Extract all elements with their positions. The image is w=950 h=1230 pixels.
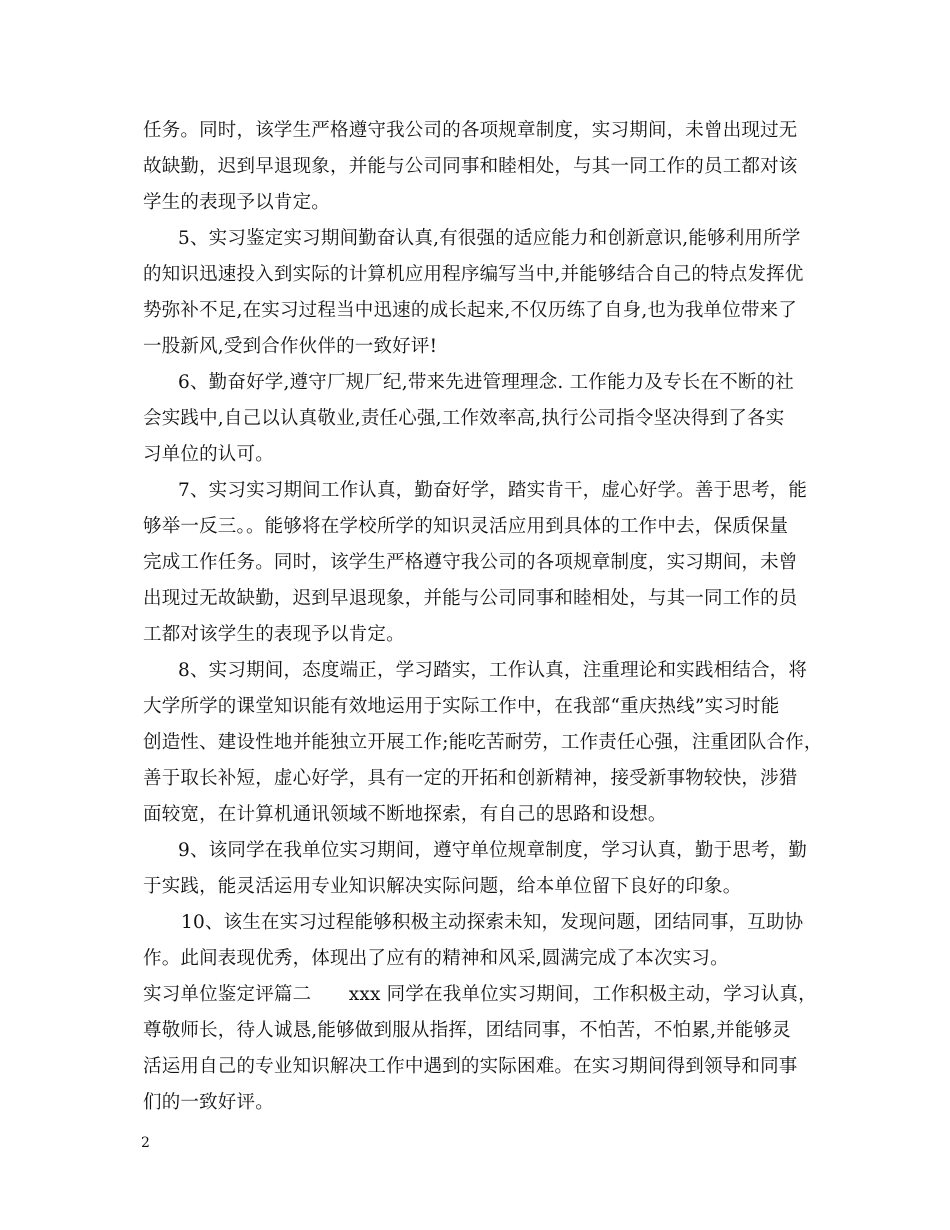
text-line: 9、该同学在我单位实习期间，遵守单位规章制度，学习认真，勤于思考，勤 xyxy=(178,840,808,861)
text-line: 们的一致好评。 xyxy=(143,1092,274,1113)
text-line: 会实践中,自己以认真敬业,责任心强,工作效率高,执行公司指令坚决得到了各实 xyxy=(143,408,785,429)
text-line: 10、该生在实习过程能够积极主动探索未知，发现问题，团结同事，互助协 xyxy=(181,912,804,933)
text-line: 工都对该学生的表现予以肯定。 xyxy=(143,624,405,645)
text-line: 的知识迅速投入到实际的计算机应用程序编写当中,并能够结合自己的特点发挥优 xyxy=(143,264,804,285)
text-line: 5、实习鉴定实习期间勤奋认真,有很强的适应能力和创新意识,能够利用所学 xyxy=(178,228,801,249)
text-line: 善于取长补短，虚心好学，具有一定的开拓和创新精神，接受新事物较快，涉猎 xyxy=(143,768,798,789)
text-line: 任务。同时，该学生严格遵守我公司的各项规章制度，实习期间，未曾出现过无 xyxy=(143,120,798,141)
text-line: 一股新风,受到合作伙伴的一致好评! xyxy=(143,336,438,357)
text-line: 创造性、建设性地并能独立开展工作;能吃苦耐劳，工作责任心强，注重团队合作， xyxy=(143,732,823,753)
text-line: 6、勤奋好学,遵守厂规厂纪,带来先进管理理念. 工作能力及专长在不断的社 xyxy=(178,372,794,393)
text-line: 完成工作任务。同时，该学生严格遵守我公司的各项规章制度，实习期间，未曾 xyxy=(143,552,798,573)
text-line: 面较宽，在计算机通讯领域不断地探索，有自己的思路和设想。 xyxy=(143,804,667,825)
text-line: 尊敬师长，待人诚恳,能够做到服从指挥，团结同事，不怕苦，不怕累,并能够灵 xyxy=(143,1020,791,1041)
text-line: 作。此间表现优秀，体现出了应有的精神和风采,圆满完成了本次实习。 xyxy=(143,948,729,969)
text-line: 势弥补不足,在实习过程当中迅速的成长起来,不仅历练了自身,也为我单位带来了 xyxy=(143,300,798,321)
text-line: 实习单位鉴定评篇二 xxx 同学在我单位实习期间，工作积极主动，学习认真， xyxy=(143,984,817,1005)
text-line: 8、实习期间，态度端正，学习踏实，工作认真，注重理论和实践相结合，将 xyxy=(178,660,808,681)
page-number: 2 xyxy=(141,1135,150,1151)
text-line: 活运用自己的专业知识解决工作中遇到的实际困难。在实习期间得到领导和同事 xyxy=(143,1056,798,1077)
text-line: 大学所学的课堂知识能有效地运用于实际工作中，在我部“重庆热线”实习时能 xyxy=(143,696,780,717)
text-line: 故缺勤，迟到早退现象，并能与公司同事和睦相处，与其一同工作的员工都对该 xyxy=(143,156,798,177)
text-line: 够举一反三。。能够将在学校所学的知识灵活应用到具体的工作中去，保质保量 xyxy=(143,516,789,537)
text-line: 出现过无故缺勤，迟到早退现象，并能与公司同事和睦相处，与其一同工作的员 xyxy=(143,588,798,609)
text-line: 于实践，能灵活运用专业知识解决实际问题，给本单位留下良好的印象。 xyxy=(143,876,742,897)
text-line: 习单位的认可。 xyxy=(143,444,274,465)
text-line: 7、实习实习期间工作认真，勤奋好学，踏实肯干，虚心好学。善于思考，能 xyxy=(178,480,808,501)
text-line: 学生的表现予以肯定。 xyxy=(143,192,331,213)
